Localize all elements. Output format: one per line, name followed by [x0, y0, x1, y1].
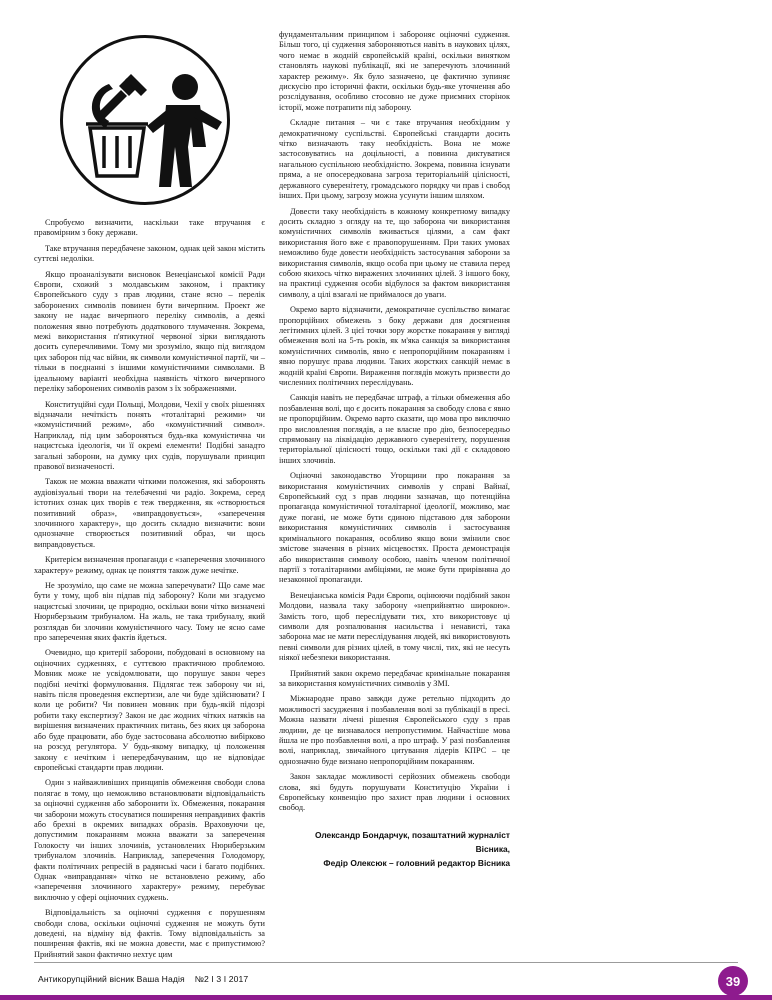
paragraph: Спробуємо визначити, наскільки таке втручання є правомірним з боку держави. — [34, 218, 265, 238]
paragraph: Не зрозуміло, що саме не можна заперечувати? Що саме має бути у тому, щоб він підпав під заборону? Коли ми згадуємо нацистські злочини, це природно, оскільки вони чітко визначені Нюрнберзьким трибуналом. На жаль, не така трибуналу, який розглядав би злочини комуністичного часу. Тому не ясно саме про заперечення яких фактів йдеться. — [34, 581, 265, 643]
footer-publication-info — [38, 974, 248, 984]
paragraph: Оціночні законодавство Угорщини про покарання за використання комуністичних символів у справі Вайнаї, Європейський суд з прав людини зазначав, що потенційна пропаганда комуністичної тоталітарної ідеології, можливо, має дуже погані, не може бути єдиною підставою для заборони використання комуністичних символів і застосування кримінального покарання, особливо якщо вони змінили своє змістове значення в різних місцевостях. Проста демонстрація або використання символу особою, навіть членом політичної партії з тоталітарними амбіціями, не може бути прирівняна до незаконної пропаганди. — [279, 471, 510, 585]
footer-publication-title: Антикорупційний вісник Ваша Надія — [38, 974, 185, 984]
paragraph: Санкція навіть не передбачає штраф, а тільки обмеження або позбавлення волі, що є досить покарання за свободу слова є явно не пропорційним. Окремо варто сказати, що мова про виключно про висловлення поглядів, а не власне про дію, безпосередньо спрямовану на ліквідацію державного суверенітету, порушення територіальної цілісності тощо, оскільки такі дії є складовою інших злочинів. — [279, 393, 510, 465]
column-left — [34, 30, 265, 960]
left-column-body — [34, 218, 265, 960]
paragraph: Таке втручання передбачене законом, однак цей закон містить суттєві недоліки. — [34, 243, 265, 264]
paragraph: Відповідальність за оціночні судження є порушенням свободи слова, оскільки оціночні судження не можуть бути доведені, на відміну від фактів. Тому відповідальність за поширення фактів, які не можна довести, має є припустимою? Прийнятий закон фактично нехтує цим — [34, 908, 265, 959]
footer-issue: №2 І 3 І 2017 — [194, 974, 249, 984]
paragraph: Якщо проаналізувати висновок Венеціанської комісії Ради Європи, схожий з молдавським законом, і практику Європейського суду з прав людини, стане ясно – перелік заборонених символів повинен бути вичерпним. Проект же закону не надає вичерпного переліку символів, а деякі положення явно потребують додаткового тлумачення. Зокрема, межі використання п'ятикутної червоної зірки виглядають досить суперечливими. Тому ми зрозуміло, якщо під виглядом цих заборон під час війни, як символи комуністичної партії, чи –тільки в поєднанні з іншими комуністичними символами. В ідеальному варіанті необхідна наявність чіткого вичерпного переліку заборонених символів разом з їх зображеннями. — [34, 269, 265, 394]
paragraph: Окремо варто відзначити, демократичне суспільство вимагає пропорційних обмежень з боку держави для досягнення легітимних цілей. З цієї точки зору жорстке покарання у вигляді обмеження волі на 5-ть років, як м'яка санкція за використання комуністичних символів, явно є непропорційним покаранням і явно порушує права людини. Таких жорстких санкцій немає в жодній країні Європи. Вираження поглядів можуть призвести до численних політичних переслідувань. — [279, 305, 510, 387]
column-middle — [279, 30, 510, 960]
paragraph: Закон закладає можливості серйозних обмежень свободи слова, які будуть порушувати Конституцію України і Європейську конвенцію про захист прав людини і основних свобод. — [279, 772, 510, 813]
signature-author-2: Федір Олексюк – головний редактор Вісника — [323, 857, 510, 868]
paragraph: Міжнародне право завжди дуже ретельно підходить до можливості засудження і позбавлення волі за публікації в пресі. Можна назвати лічені рішення Європейського суду з прав людини, де це визнавалося непропустимим. Найчастіше мова йшла не про позбавлення волі, а про штраф. У разі позбавлення волі, наприклад, звичайного цитування лідерів КПРС – це однозначно буде визнано непропорційним покаранням. — [279, 694, 510, 766]
article-signature — [279, 828, 510, 870]
column-right — [524, 30, 755, 960]
paragraph: Довести таку необхідність в кожному конкретному випадку досить складно з огляду на те, що заборона чи використання комуністичних символів вживається цілями, а сам факт використання його вже є правопорушенням. При таких умовах неможливо буде довести необхідність застосування заборони за використання символів, якщо особа при цьому не ставила перед собою якихось чітко виражених злочинних цілей. З іншого боку, на практиці судження особи відбулося за фактом використання символу, а цілі взагалі не приймалося до уваги. — [279, 206, 510, 299]
paragraph: Один з найважливіших принципів обмеження свободи слова полягає в тому, що неможливо встановлювати відповідальність за оціночні судження або заборонити їх. Обмеження, покарання чи заборони можуть стосуватися поширення неправдивих фактів або брехні в окремих випадках образів. Враховуючи це, допустимим покаранням можна вважати за заперечення Голокосту чи інших злочинів, установлених Нюрнберзьким трибуналом злочинів. Наприклад, заперечення Голодомору, факти політичних репресій в радянські часи і багато подібних. Однак «виправдання» чітко не встановлено режиму, або «заперечення злочинного характеру» режиму, перебуває виключно у сфері оціночних суджень. — [34, 778, 265, 902]
illustration-graphic — [57, 32, 243, 208]
paragraph: Венеціанська комісія Ради Європи, оцінюючи подібний закон Молдови, назвала таку заборону «неприйнятно широкою». Замість того, щоб переслідувати тих, хто використовує ці символи для розпалювання насильства і ненависті, така заборона має не мати переслідування людей, які використовують певні символи для різних цілей, в тому числі, тих, які не несуть ніякої небезпеки використання. — [279, 590, 510, 663]
paragraph: Очевидно, що критерії заборони, побудовані в основному на оціночних судженнях, є суттєвою практичною проблемою. Мовник може не усвідомлювати, що порушує закон через подібні нечіткі формулювання. Підлягає теж заборону чи ні, навіть після проведення експертизи, але чи буде здійснювати? І коли це робити? Чи повинен мовник при будь-якій підозрі робити таку експертизу? Закон не дає жодних чітких натяків на вирішення визначених практичних питань, без яких ця заборона або буде працювати, або буде застосована абсолютно вибірково на розсуд регулятора. У будь-якому випадку, ці положення закону є нечітким і непередбачуваним, що не відповідає європейські стандарти прав людини. — [34, 648, 265, 772]
footer-accent-bar — [0, 995, 772, 1000]
footer-divider — [34, 962, 738, 963]
paragraph: фундаментальним принципом і забороняє оціночні судження. Більш того, ці судження забороняються навіть в наукових цілях, чого немає в жодній європейській країні, оскільки винятком становлять наукові публікації, які не заперечують злочинний характер режиму». Як було зазначено, це фактично зупиняє дискусію про історичні факти, оскільки будь-яке уточнення або розслідування, особливо стосовно не дуже приємних сторінок історії, може потрапити під заборону. — [279, 30, 510, 112]
page-number-badge: 39 — [718, 966, 748, 996]
paragraph: Складне питання – чи є таке втручання необхідним у демократичному суспільстві. Європейські стандарти досить чітко визначають таку необхідність. Вона не може застосовуватись на доцільності, а повинна диктуватися нагальною суспільною необхідністю. Зокрема, повинна існувати пряма, а не опосередкована загроза територіальній цілісності, державного суверенітету, громадського порядку чи прав і свобод інших. При цьому, загрозу можна усунути іншим шляхом. — [279, 118, 510, 201]
paragraph: Прийнятий закон окремо передбачає кримінальне покарання за використання комуністичних символів у ЗМІ. — [279, 668, 510, 688]
paragraph: Конституційні суди Польщі, Молдови, Чехії у своїх рішеннях відзначали нечіткість понять «тоталітарні режими» чи «комуністичний режим», або «комуністичний символ». Наприклад, під цим забороняться будь-яка комуністична чи нацистська ідеологія, чи її окремі елементи! Подібні занадто загальні заборони, на думку цих судів, порушували принцип правової визначеності. — [34, 399, 265, 471]
paragraph: Критерієм визначення пропаганди є «заперечення злочинного характеру» режиму, однак це поняття також дуже нечітке. — [34, 555, 265, 575]
article-columns — [34, 30, 738, 960]
paragraph: Також не можна вважати чіткими положення, які заборонять аудіовізуальні твори на телебаченні чи радіо. Зокрема, серед істотних ознак цих творів є теж твердження, як «створюється позитивний образ», «виправдовується», «заперечення злочинного характеру», що досить складно визначити: вони однозначне створюється позитивний образ, чи щось виправдовується. — [34, 477, 265, 549]
communist-symbols-in-trash-bin-illustration — [57, 32, 243, 208]
signature-author-1: Олександр Бондарчук, позаштатний журналіст Вісника, — [314, 829, 510, 854]
